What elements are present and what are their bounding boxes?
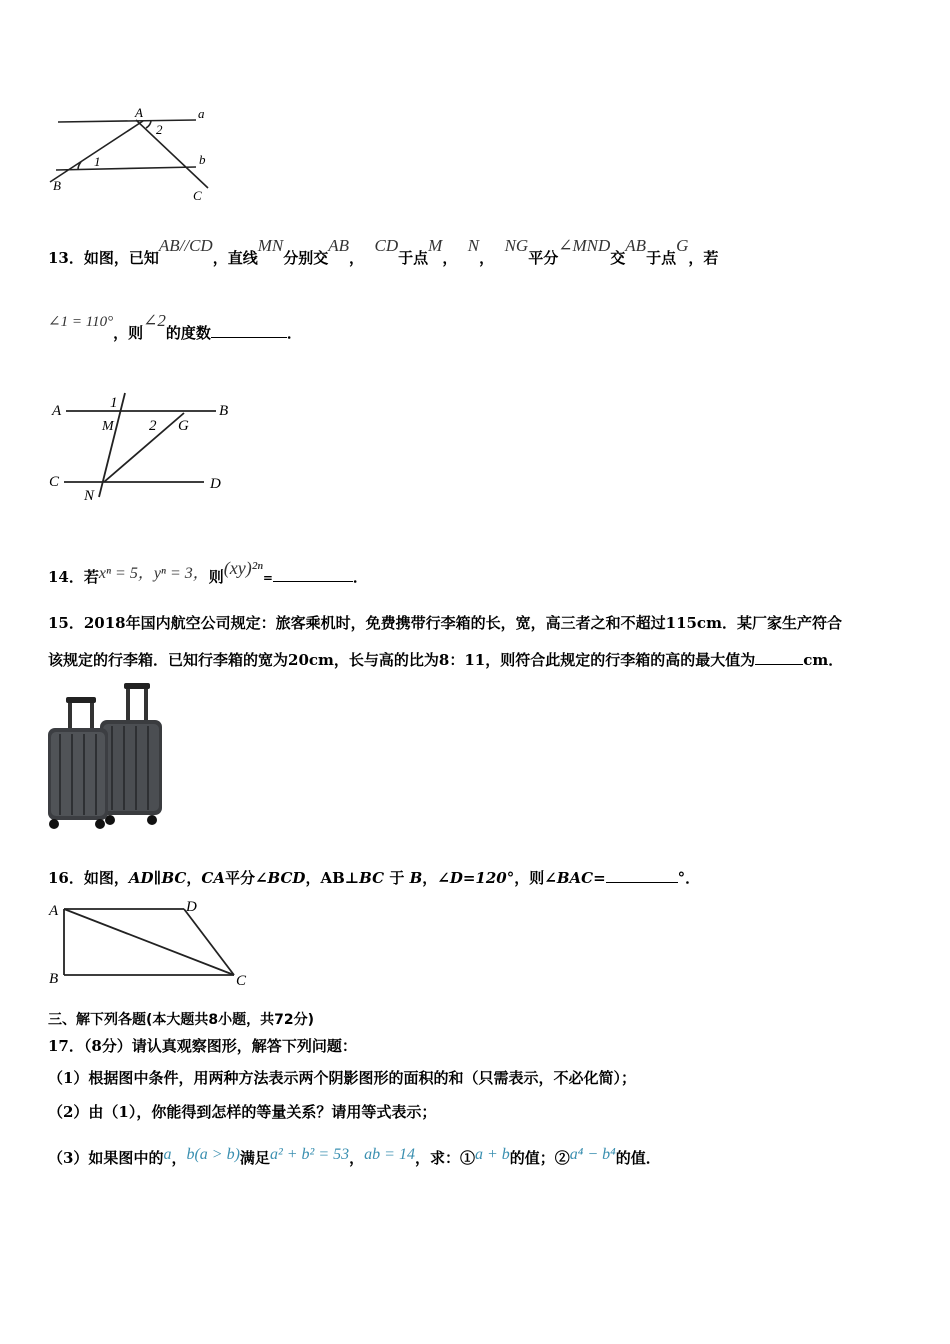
label-B: B	[49, 971, 59, 987]
label-C: C	[236, 973, 247, 989]
label-A: A	[49, 903, 59, 919]
suitcases-image	[40, 680, 170, 830]
question-13-line1: 13．如图，已知AB//CD，直线MN分别交AB， CD于点M， N， NG平分∠MND交AB于点G，若	[48, 236, 719, 267]
label-A: A	[135, 105, 143, 120]
answer-blank-15[interactable]	[755, 650, 803, 665]
label-B: B	[53, 178, 61, 193]
label-1: 1	[94, 154, 101, 169]
suitcase-front	[48, 697, 108, 829]
answer-blank-14[interactable]	[273, 567, 353, 582]
label-C: C	[49, 474, 60, 490]
label-G: G	[178, 418, 189, 434]
question-15-line1: 15．2018年国内航空公司规定：旅客乘机时，免费携带行李箱的长，宽，高三者之和不超过115cm．某厂家生产符合	[48, 614, 842, 632]
label-a: a	[198, 106, 205, 121]
question-17-head: 17．（8分）请认真观察图形，解答下列问题：	[48, 1037, 357, 1055]
label-D: D	[210, 476, 221, 492]
label-1: 1	[110, 395, 118, 411]
question-17-part1: （1）根据图中条件，用两种方法表示两个阴影图形的面积的和（只需表示，不必化简）；	[48, 1069, 636, 1087]
label-2: 2	[156, 122, 163, 137]
question-16: 16．如图，AD∥BC，CA平分∠BCD，AB⊥BC 于 B，∠D=120°，则∠BAC= °．	[48, 869, 701, 887]
answer-blank-16[interactable]	[606, 868, 678, 883]
math-ab-parallel-cd: AB//CD	[158, 236, 213, 255]
answer-blank-13[interactable]	[211, 323, 287, 338]
label-N: N	[84, 488, 95, 504]
label-A: A	[52, 403, 62, 419]
suitcase-back	[100, 683, 162, 825]
question-14: 14．若xⁿ = 5，yⁿ = 3，则(xy)²ⁿ= ．	[48, 558, 368, 586]
label-b: b	[199, 152, 206, 167]
label-C: C	[193, 188, 202, 203]
figure-q12-parallel-lines	[48, 102, 228, 207]
question-17-part2: （2）由（1），你能得到怎样的等量关系？请用等式表示；	[48, 1103, 437, 1121]
question-13-line2: ∠1 = 110°，则∠2的度数 ．	[48, 311, 302, 342]
figure-q16-trapezoid	[44, 895, 264, 993]
figure-q13-parallel-lines	[44, 385, 244, 510]
label-D: D	[186, 899, 197, 915]
question-15-line2: 该规定的行李箱．已知行李箱的宽为20cm，长与高的比为8：11，则符合此规定的行李箱的高的最大值为 cm．	[48, 651, 844, 669]
label-M: M	[102, 419, 114, 434]
question-17-part3: （3）如果图中的a，b(a > b)满足a² + b² = 53，ab = 14，求：①a + b的值；②a⁴ − b⁴的值．	[48, 1146, 661, 1167]
label-B: B	[219, 403, 229, 419]
label-2: 2	[149, 418, 157, 434]
section-3-heading: 三、解下列各题(本大题共8小题，共72分)	[48, 1012, 315, 1028]
